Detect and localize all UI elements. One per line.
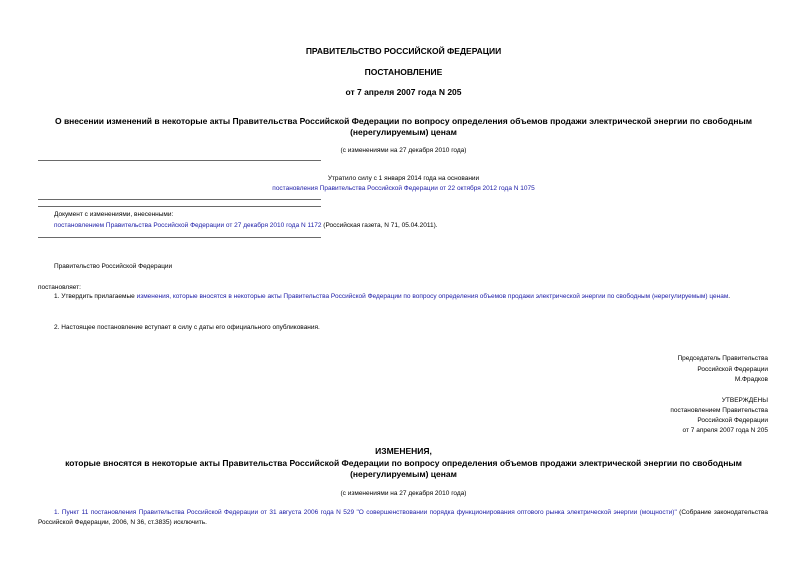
approved-label: УТВЕРЖДЕНЫ <box>721 397 768 404</box>
changes-item-1-link[interactable]: 1. Пункт 11 постановления Правительства Российской Федерации от 31 августа 2006 года N 529 "О совершенствовании порядка функционирования оптового рынка электрической энергии (мощности)" <box>54 509 677 516</box>
changes-doc-line <box>54 221 438 231</box>
expired-link[interactable]: постановления Правительства Российской Федерации от 22 октября 2012 года N 1075 <box>272 185 535 192</box>
paragraph-2: 2. Настоящее постановление вступает в силу с даты его официального опубликования. <box>54 324 320 331</box>
org-title: ПРАВИТЕЛЬСТВО РОССИЙСКОЙ ФЕДЕРАЦИИ <box>305 46 502 56</box>
doc-title-line1: О внесении изменений в некоторые акты Правительства Российской Федерации по вопросу определения объемов продажи электрической энергии по свободным <box>54 116 753 126</box>
changes-subtitle-line2: (нерегулируемым) ценам <box>350 469 457 479</box>
changes-title: ИЗМЕНЕНИЯ, <box>375 446 432 456</box>
doc-type: ПОСТАНОВЛЕНИЕ <box>364 67 443 77</box>
doc-date-number: от 7 апреля 2007 года N 205 <box>345 87 462 97</box>
changes-doc-source: (Российская газета, N 71, 05.04.2011). <box>321 222 438 229</box>
changes-revision-note: (с изменениями на 27 декабря 2010 года) <box>340 490 467 497</box>
divider <box>38 199 321 200</box>
signature-title: Председатель Правительства <box>677 355 768 362</box>
approved-line2: постановлением Правительства <box>670 407 768 414</box>
approved-line3: Российской Федерации <box>697 417 768 424</box>
decrees-text: постановляет: <box>38 284 81 291</box>
divider <box>38 206 321 207</box>
government-text: Правительство Российской Федерации <box>54 263 173 270</box>
paragraph-1-suffix: . <box>728 293 731 300</box>
paragraph-1-prefix: 1. Утвердить прилагаемые <box>54 293 137 300</box>
doc-title-line2: (нерегулируемым) ценам <box>350 127 457 137</box>
signature-name: М.Фрадков <box>734 376 768 383</box>
changes-doc-link[interactable]: постановлением Правительства Российской Федерации от 27 декабря 2010 года N 1172 <box>54 222 322 229</box>
signature-country: Российской Федерации <box>697 366 768 373</box>
divider <box>38 160 321 161</box>
changes-item-1-rest: (Собрание законодательства Российской Федерации, 2006, N 36, ст.3835) исключить. <box>38 509 768 526</box>
changes-subtitle-line1: которые вносятся в некоторые акты Правительства Российской Федерации по вопросу определения объемов продажи электрической энергии по свободным <box>65 458 742 468</box>
divider <box>38 237 321 238</box>
changes-item-1 <box>38 508 768 528</box>
revision-note: (с изменениями на 27 декабря 2010 года) <box>340 147 467 154</box>
changes-doc-label: Документ с изменениями, внесенными: <box>54 211 174 218</box>
approved-line4: от 7 апреля 2007 года N 205 <box>682 427 768 434</box>
expired-note: Утратило силу с 1 января 2014 года на основании <box>327 175 480 182</box>
paragraph-1-link[interactable]: изменения, которые вносятся в некоторые акты Правительства Российской Федерации по вопросу определения объемов продажи электрической энергии по свободным (нерегулируемым) ценам <box>136 293 729 300</box>
paragraph-1 <box>38 292 768 302</box>
